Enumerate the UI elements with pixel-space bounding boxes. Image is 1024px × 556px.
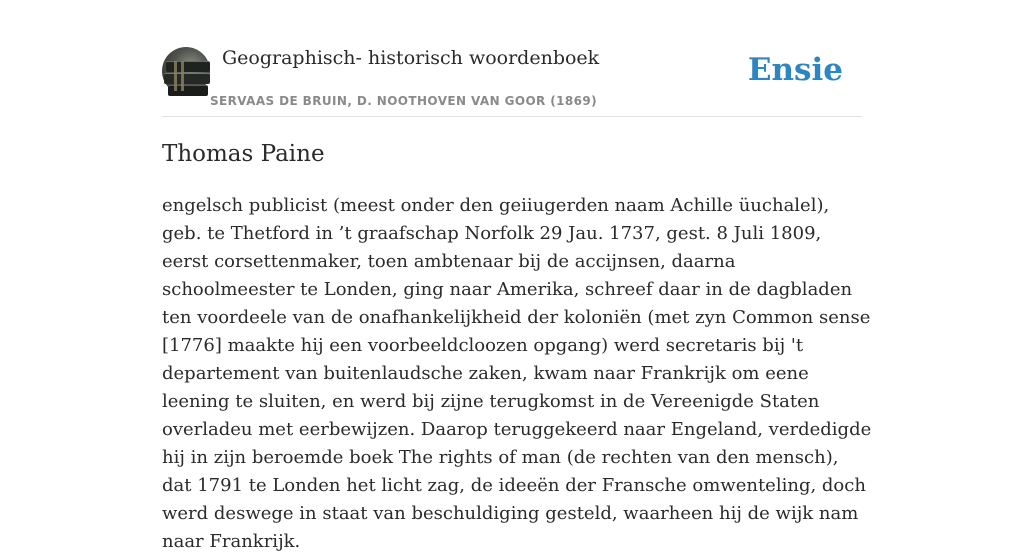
book-band-decoration <box>181 61 184 91</box>
book-cover-avatar[interactable] <box>162 47 210 95</box>
book-header <box>162 46 862 117</box>
book-band-decoration <box>174 61 177 91</box>
entry-title: Thomas Paine <box>162 141 325 167</box>
book-author: SERVAAS DE BRUIN, D. NOOTHOVEN VAN GOOR (1869) <box>210 94 598 108</box>
ensie-logo[interactable]: Ensie <box>747 52 843 88</box>
book-title-link[interactable]: Geographisch- historisch woordenboek <box>222 47 600 69</box>
entry-body: engelsch publicist (meest onder den geiiugerden naam Achille üuchalel), geb. te Thetford in ’t graafschap Norfolk 29 Jau. 1737, gest. 8 Juli 1809, eerst corsettenmaker, toen ambtenaar bij de accijnsen, daarna schoolmeester te Londen, ging naar Amerika, schreef daar in de dagbladen ten voordeele van de onafhankelijkheid der koloniën (met zyn Common sense [1776] maakte hij een voorbeeldcloozen opgang) werd secretaris bij 't departement van buitenlaudsche zaken, kwam naar Frankrijk om eene leening te sluiten, en werd bij zijne terugkomst in de Vereenigde Staten overladeu met eerbewijzen. Daarop teruggekeerd naar Engeland, verdedigde hij in zijn beroemde boek The rights of man (de rechten van den mensch), dat 1791 te Londen het licht zag, de ideeën der Fransche omwenteling, doch werd deswege in staat van beschuldiging gesteld, waarheen hij de wijk nam naar Frankrijk. <box>162 195 872 552</box>
book-spine-decoration <box>166 61 210 72</box>
book-spine-decoration <box>164 73 210 84</box>
